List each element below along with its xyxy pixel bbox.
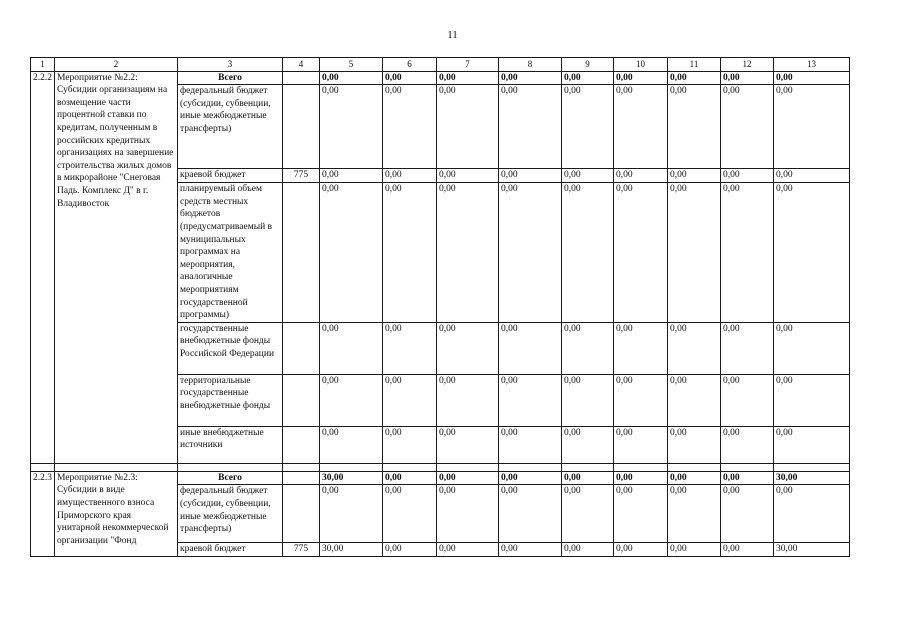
spacer-cell [562, 463, 614, 471]
value-cell: 0,00 [562, 426, 614, 463]
value-cell: 0,00 [383, 71, 437, 85]
budget-code: 775 [283, 543, 320, 557]
value-cell: 0,00 [562, 183, 614, 323]
value-cell: 0,00 [721, 426, 774, 463]
funding-source: краевой бюджет [178, 543, 283, 557]
table-row [31, 471, 850, 485]
spacer-cell [437, 463, 499, 471]
column-header: 2 [55, 58, 178, 72]
section-number: 2.2.3 [31, 471, 55, 557]
value-cell: 0,00 [614, 374, 668, 426]
value-cell: 0,00 [562, 322, 614, 374]
value-cell: 0,00 [562, 85, 614, 169]
value-cell: 0,00 [562, 543, 614, 557]
section-title: Мероприятие №2.3: [57, 472, 138, 483]
value-cell: 0,00 [499, 485, 562, 543]
column-header: 5 [320, 58, 383, 72]
value-cell: 0,00 [668, 426, 721, 463]
spacer-cell [283, 463, 320, 471]
value-cell: 0,00 [562, 471, 614, 485]
value-cell: 0,00 [320, 322, 383, 374]
column-header: 6 [383, 58, 437, 72]
budget-code [283, 85, 320, 169]
value-cell: 0,00 [383, 374, 437, 426]
value-cell: 0,00 [721, 322, 774, 374]
value-cell: 0,00 [437, 471, 499, 485]
value-cell: 0,00 [499, 471, 562, 485]
page-number: 11 [447, 29, 458, 41]
section-title: Мероприятие №2.2: [57, 72, 138, 83]
spacer-cell [614, 463, 668, 471]
funding-source: краевой бюджет [178, 169, 283, 183]
value-cell: 0,00 [721, 374, 774, 426]
value-cell: 0,00 [668, 471, 721, 485]
section-description [55, 471, 178, 557]
value-cell: 0,00 [320, 374, 383, 426]
value-cell: 0,00 [721, 183, 774, 323]
value-cell: 0,00 [668, 374, 721, 426]
spacer-cell [383, 463, 437, 471]
section-description [55, 71, 178, 463]
value-cell: 0,00 [383, 485, 437, 543]
value-cell: 0,00 [668, 85, 721, 169]
header-row [31, 58, 850, 72]
funding-source: Всего [178, 471, 283, 485]
funding-source: иные внебюджетные источники [178, 426, 283, 463]
value-cell: 0,00 [721, 485, 774, 543]
value-cell: 0,00 [614, 71, 668, 85]
value-cell: 0,00 [320, 485, 383, 543]
value-cell: 0,00 [437, 85, 499, 169]
budget-code [283, 183, 320, 323]
column-header: 12 [721, 58, 774, 72]
section-text: Субсидии организациям на возмещение части процентной ставки по кредитам, полученным в российских кредитных организациях на завершение строительства жилых домов в микрорайоне "Снеговая Падь. Комплекс Д" в г. Владивосток [57, 85, 174, 209]
value-cell: 0,00 [774, 85, 850, 169]
value-cell: 0,00 [437, 374, 499, 426]
funding-source: территориальные государственные внебюджетные фонды [178, 374, 283, 426]
column-header: 13 [774, 58, 850, 72]
budget-code: 775 [283, 169, 320, 183]
spacer-cell [721, 463, 774, 471]
funding-source: федеральный бюджет (субсидии, субвенции, иные межбюджетные трансферты) [178, 85, 283, 169]
value-cell: 0,00 [499, 322, 562, 374]
budget-code [283, 471, 320, 485]
spacer-cell [55, 463, 178, 471]
value-cell: 0,00 [320, 71, 383, 85]
column-header: 11 [668, 58, 721, 72]
value-cell: 0,00 [614, 85, 668, 169]
budget-code [283, 485, 320, 543]
value-cell: 0,00 [499, 374, 562, 426]
value-cell: 0,00 [614, 485, 668, 543]
spacer-cell [774, 463, 850, 471]
column-header: 3 [178, 58, 283, 72]
value-cell: 0,00 [562, 71, 614, 85]
value-cell: 0,00 [614, 322, 668, 374]
value-cell: 0,00 [774, 71, 850, 85]
value-cell: 0,00 [437, 426, 499, 463]
column-header: 10 [614, 58, 668, 72]
value-cell: 0,00 [499, 71, 562, 85]
column-header: 1 [31, 58, 55, 72]
value-cell: 0,00 [562, 374, 614, 426]
value-cell: 0,00 [499, 183, 562, 323]
budget-code [283, 71, 320, 85]
value-cell: 0,00 [437, 71, 499, 85]
value-cell: 0,00 [499, 85, 562, 169]
value-cell: 0,00 [614, 543, 668, 557]
value-cell: 0,00 [774, 485, 850, 543]
value-cell: 0,00 [614, 183, 668, 323]
value-cell: 0,00 [668, 183, 721, 323]
spacer-cell [320, 463, 383, 471]
value-cell: 0,00 [562, 485, 614, 543]
value-cell: 0,00 [668, 543, 721, 557]
spacer-row [31, 463, 850, 471]
column-header: 9 [562, 58, 614, 72]
column-header: 7 [437, 58, 499, 72]
value-cell: 0,00 [383, 85, 437, 169]
value-cell: 0,00 [774, 374, 850, 426]
value-cell: 0,00 [774, 426, 850, 463]
spacer-cell [31, 463, 55, 471]
value-cell: 0,00 [721, 471, 774, 485]
section-text: Субсидии в виде имущественного взноса Приморского края унитарной некоммерческой организации "Фонд [57, 485, 169, 546]
funding-source: государственные внебюджетные фонды Российской Федерации [178, 322, 283, 374]
value-cell: 0,00 [437, 485, 499, 543]
value-cell: 0,00 [721, 85, 774, 169]
value-cell: 0,00 [668, 322, 721, 374]
value-cell: 0,00 [614, 169, 668, 183]
value-cell: 0,00 [774, 322, 850, 374]
value-cell: 0,00 [383, 169, 437, 183]
value-cell: 0,00 [383, 543, 437, 557]
value-cell: 30,00 [320, 543, 383, 557]
value-cell: 0,00 [383, 471, 437, 485]
spacer-cell [178, 463, 283, 471]
value-cell: 0,00 [437, 322, 499, 374]
table-row [31, 71, 850, 85]
value-cell: 0,00 [614, 471, 668, 485]
value-cell: 0,00 [437, 543, 499, 557]
value-cell: 0,00 [383, 183, 437, 323]
value-cell: 0,00 [320, 426, 383, 463]
value-cell: 30,00 [774, 543, 850, 557]
value-cell: 0,00 [437, 183, 499, 323]
value-cell: 0,00 [320, 183, 383, 323]
value-cell: 0,00 [668, 71, 721, 85]
funding-source: планируемый объем средств местных бюджетов (предусматриваемый в муниципальных программах на мероприятия, аналогичные мероприятиям государственной программы) [178, 183, 283, 323]
value-cell: 0,00 [668, 485, 721, 543]
value-cell: 0,00 [499, 543, 562, 557]
value-cell: 0,00 [383, 322, 437, 374]
value-cell: 0,00 [721, 543, 774, 557]
spacer-cell [499, 463, 562, 471]
value-cell: 0,00 [668, 169, 721, 183]
value-cell: 30,00 [320, 471, 383, 485]
value-cell: 0,00 [499, 169, 562, 183]
column-header: 4 [283, 58, 320, 72]
value-cell: 0,00 [562, 169, 614, 183]
value-cell: 0,00 [721, 71, 774, 85]
value-cell: 0,00 [437, 169, 499, 183]
value-cell: 30,00 [774, 471, 850, 485]
column-header: 8 [499, 58, 562, 72]
budget-code [283, 322, 320, 374]
budget-code [283, 374, 320, 426]
budget-table [30, 57, 850, 557]
budget-code [283, 426, 320, 463]
funding-source: Всего [178, 71, 283, 85]
value-cell: 0,00 [320, 85, 383, 169]
value-cell: 0,00 [774, 169, 850, 183]
section-number: 2.2.2 [31, 71, 55, 463]
value-cell: 0,00 [499, 426, 562, 463]
funding-source: федеральный бюджет (субсидии, субвенции, иные межбюджетные трансферты) [178, 485, 283, 543]
value-cell: 0,00 [721, 169, 774, 183]
value-cell: 0,00 [320, 169, 383, 183]
value-cell: 0,00 [383, 426, 437, 463]
value-cell: 0,00 [774, 183, 850, 323]
spacer-cell [668, 463, 721, 471]
value-cell: 0,00 [614, 426, 668, 463]
